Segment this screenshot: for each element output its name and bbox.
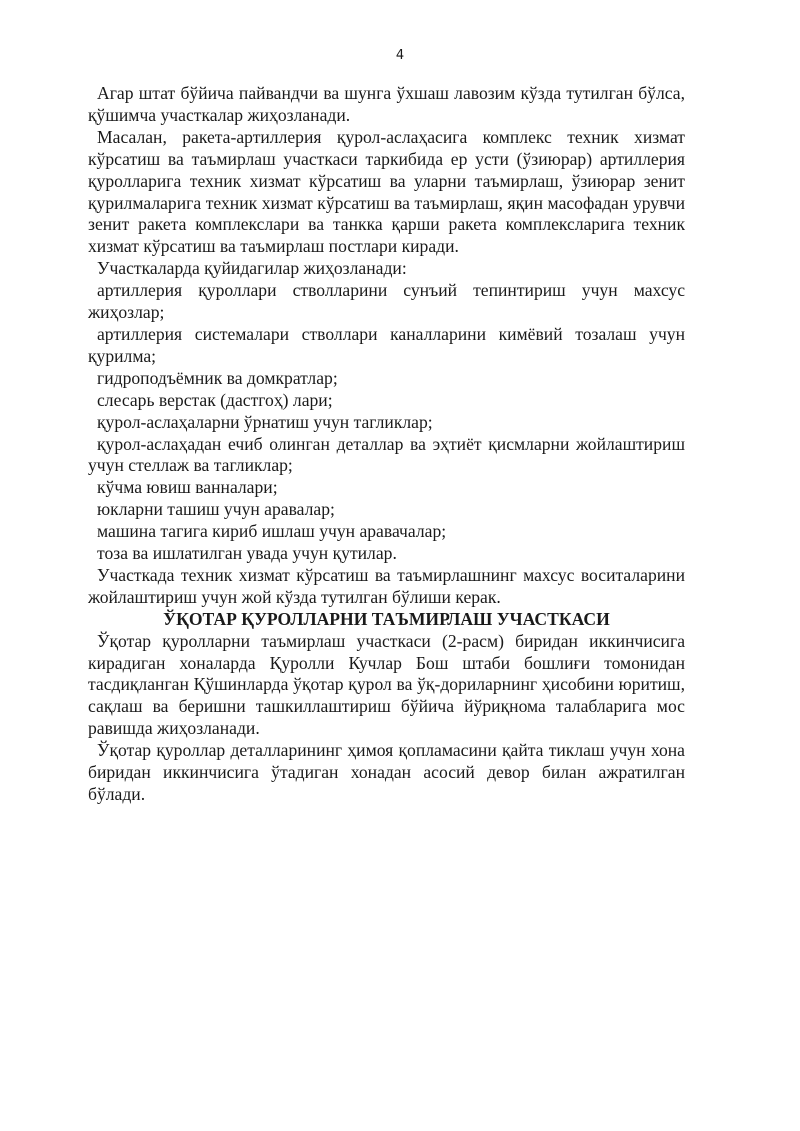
list-item: гидроподъёмник ва домкратлар; (97, 367, 338, 388)
section-heading: ЎҚОТАР ҚУРОЛЛАРНИ ТАЪМИРЛАШ УЧАСТКАСИ (163, 608, 610, 629)
paragraph-equipment-intro: Участкаларда қуйидагилар жиҳозланади: (97, 258, 407, 279)
paragraph-special-means: Участкада техник хизмат кўрсатиш ва таъмирлашнинг махсус воситаларини жойлаштириш учун жой кўзда тутилган бўлиши керак. (88, 564, 685, 607)
list-item: слесарь верстак (дастгоҳ) лари; (97, 389, 333, 410)
list-item: қурол-аслаҳадан ечиб олинган деталлар ва эҳтиёт қисмларни жойлаштириш учун стеллаж ва тагликлар; (88, 433, 685, 476)
list-item: тоза ва ишлатилган увада учун қутилар. (97, 543, 397, 564)
list-item: юкларни ташиш учун аравалар; (97, 499, 335, 520)
page-number: 4 (395, 48, 405, 63)
paragraph-small-arms-repair: Ўқотар қуролларни таъмирлаш участкаси (2-расм) биридан иккинчисига кирадиган хоналарда Қуролли Кучлар Бош штаби бошлиғи томонидан тасдиқланган Қўшинларда ўқотар қурол ва ўқ-дориларнинг ҳисобини юритиш, сақлаш ва беришни ташкиллаштириш бўйича йўриқнома талабларига мос равишда жиҳозланади. (88, 630, 685, 739)
list-item: машина тагига кириб ишлаш учун аравачалар; (97, 521, 447, 542)
document-body (88, 83, 685, 806)
list-item: артиллерия қуроллари стволларини сунъий тепинтириш учун махсус жиҳозлар; (88, 280, 685, 323)
list-item: кўчма ювиш ванналари; (97, 477, 278, 498)
list-item: қурол-аслаҳаларни ўрнатиш учун тагликлар; (97, 411, 433, 432)
paragraph-welder-sections: Агар штат бўйича пайвандчи ва шунга ўхшаш лавозим кўзда тутилган бўлса, қўшимча участкалар жиҳозланади. (88, 83, 685, 125)
paragraph-example-posts: Масалан, ракета-артиллерия қурол-аслаҳасига комплекс техник хизмат кўрсатиш ва таъмирлаш участкаси таркибида ер усти (ўзиюрар) артиллерия қуролларига техник хизмат кўрсатиш ва уларни таъмирлаш, ўзиюрар зенит қурилмаларига техник хизмат кўрсатиш ва таъмирлаш, яқин масофадан урувчи зенит ракета комплекслари ва танкка қарши ракета комплексларига техник хизмат кўрсатиш ва таъмирлаш постлари киради. (88, 126, 685, 257)
list-item: артиллерия системалари стволлари каналларини кимёвий тозалаш учун қурилма; (88, 323, 685, 366)
paragraph-protective-coating: Ўқотар қуроллар деталларининг ҳимоя қопламасини қайта тиклаш учун хона биридан иккинчисига ўтадиган хонадан асосий девор билан ажратилган бўлади. (88, 740, 685, 804)
